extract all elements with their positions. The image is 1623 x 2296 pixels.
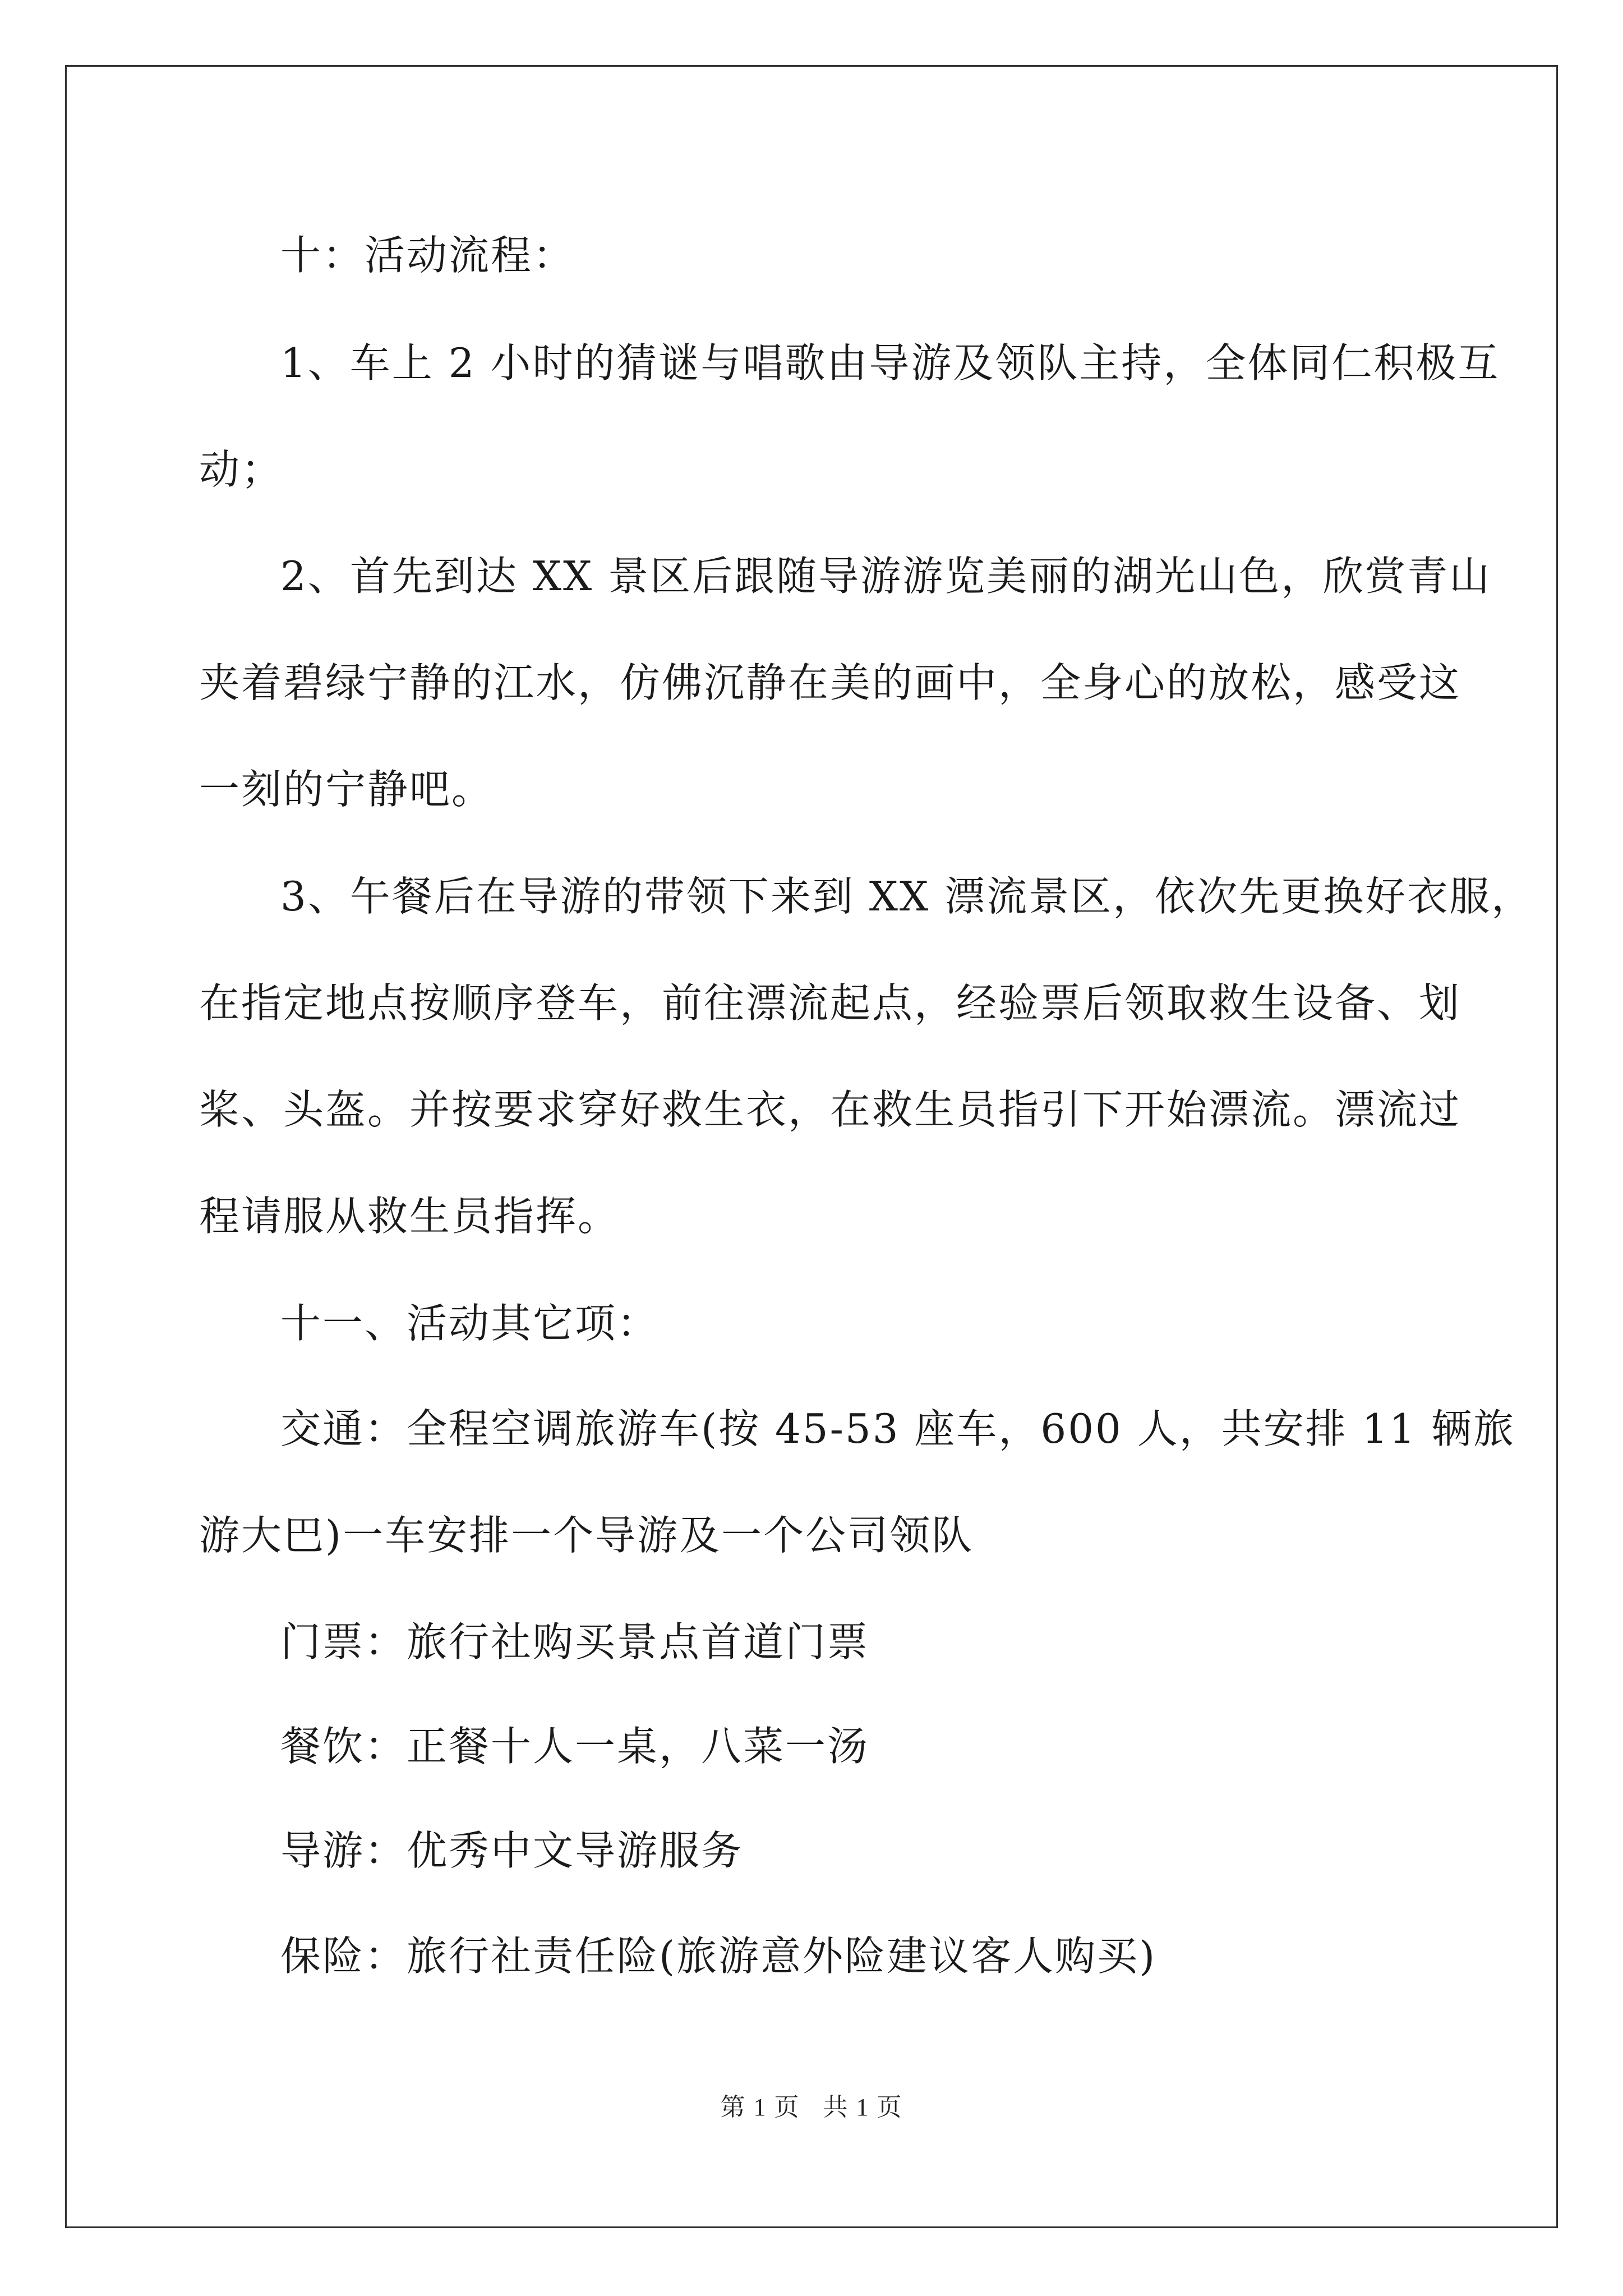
- paragraph-transport: [199, 1375, 1516, 1589]
- page-total: 共 1 页: [823, 2093, 903, 2121]
- paragraph-line: 导游：优秀中文导游服务: [280, 1827, 744, 1874]
- paragraph-line: 动；: [199, 446, 284, 493]
- paragraph-item-2: [199, 523, 1492, 843]
- paragraph-guide: [199, 1797, 1430, 1904]
- paragraph-tickets: [199, 1589, 1430, 1695]
- paragraph-line: 一刻的宁静吧。: [199, 766, 494, 813]
- paragraph-item-3: [199, 843, 1534, 1269]
- paragraph-line: 在指定地点按顺序登车，前往漂流起点，经验票后领取救生设备、划: [199, 979, 1461, 1027]
- paragraph-section-ten-heading: [199, 202, 1430, 309]
- page-footer: [0, 2087, 1623, 2123]
- paragraph-line: 门票：旅行社购买景点首道门票: [280, 1618, 870, 1665]
- paragraph-insurance: [199, 1903, 1430, 2009]
- paragraph-line: 交通：全程空调旅游车(按 45-53 座车，600 人，共安排 11 辆旅: [280, 1405, 1516, 1452]
- paragraph-line: 1、车上 2 小时的猜谜与唱歌由导游及领队主持，全体同仁积极互: [280, 339, 1500, 386]
- paragraph-line: 桨、头盔。并按要求穿好救生衣，在救生员指引下开始漂流。漂流过: [199, 1086, 1461, 1133]
- page-number: 第 1 页: [720, 2093, 800, 2121]
- paragraph-line: 游大巴)一车安排一个导游及一个公司领队: [199, 1512, 974, 1559]
- paragraph-line: 十一、活动其它项：: [280, 1300, 660, 1347]
- paragraph-line: 保险：旅行社责任险(旅游意外险建议客人购买): [280, 1932, 1157, 1980]
- paragraph-line: 2、首先到达 XX 景区后跟随导游游览美丽的湖光山色，欣赏青山: [280, 553, 1492, 600]
- paragraph-meals: [199, 1693, 1430, 1800]
- paragraph-line: 程请服从救生员指挥。: [199, 1193, 620, 1240]
- paragraph-line: 3、午餐后在导游的带领下来到 XX 漂流景区，依次先更换好衣服，: [280, 873, 1534, 920]
- paragraph-section-eleven-heading: [199, 1270, 1430, 1377]
- paragraph-item-1: [199, 310, 1500, 523]
- paragraph-line: 夹着碧绿宁静的江水，仿佛沉静在美的画中，全身心的放松，感受这: [199, 659, 1461, 706]
- paragraph-line: 餐饮：正餐十人一桌，八菜一汤: [280, 1723, 870, 1770]
- paragraph-line: 十：活动流程：: [280, 232, 575, 279]
